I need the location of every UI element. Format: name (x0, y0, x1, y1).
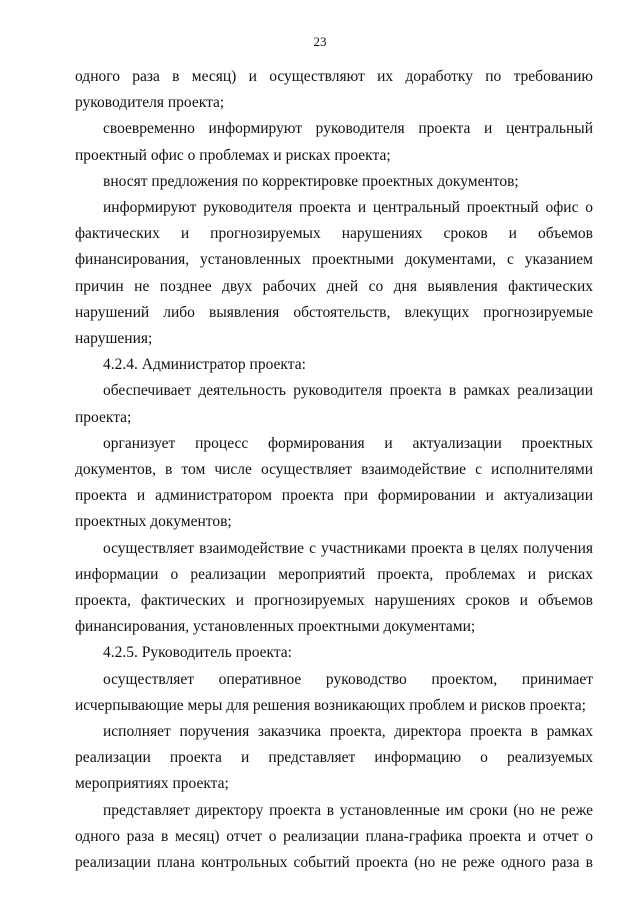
paragraph-propose-corrections: вносят предложения по корректировке проектных документов; (103, 172, 519, 190)
paragraph-report-director: представляет директору проекта в установленные им сроки (но не реже одного раза в месяц) отчет о реализации плана-графика проекта и отчет о реализации плана контрольных событий проекта (но не реже одного раза в (75, 801, 593, 872)
paragraph-execute-orders: исполняет поручения заказчика проекта, директора проекта в рамках реализации проекта и представляет информацию о реализуемых мероприятиях проекта; (75, 723, 593, 793)
paragraph-inform-violations: информируют руководителя проекта и центральный проектный офис о фактических и прогнозируемых нарушениях сроков и объемов финансирования, установленных проектными документами, с указанием причин не позднее двух рабочих дней со дня выявления фактических нарушений либо выявления обстоятельств, влекущих прогнозируемые нарушения; (75, 199, 593, 348)
section-heading-4-2-4: 4.2.4. Администратор проекта: (103, 356, 306, 374)
paragraph-ensure-activity: обеспечивает деятельность руководителя проекта в рамках реализации проекта; (75, 382, 593, 426)
page-number: 23 (313, 34, 327, 49)
section-heading-4-2-5: 4.2.5. Руководитель проекта: (103, 644, 292, 662)
paragraph-continuation: одного раза в месяц) и осуществляют их доработку по требованию руководителя проекта; (75, 68, 593, 112)
paragraph-interact-participants: осуществляет взаимодействие с участниками проекта в целях получения информации о реализации мероприятий проекта, проблемах и рисках проекта, фактических и прогнозируемых нарушениях сроков и объемов финансирования, установленных проектными документами; (75, 539, 593, 636)
paragraph-operational-management: осуществляет оперативное руководство проектом, принимает исчерпывающие меры для решения возникающих проблем и рисков проекта; (75, 670, 593, 714)
document-body (75, 64, 593, 876)
paragraph-inform-problems: своевременно информируют руководителя проекта и центральный проектный офис о проблемах и рисках проекта; (75, 120, 593, 164)
paragraph-organize-process: организует процесс формирования и актуализации проектных документов, в том числе осуществляет взаимодействие с исполнителями проекта и администратором проекта при формировании и актуализации проектных документов; (75, 434, 593, 531)
